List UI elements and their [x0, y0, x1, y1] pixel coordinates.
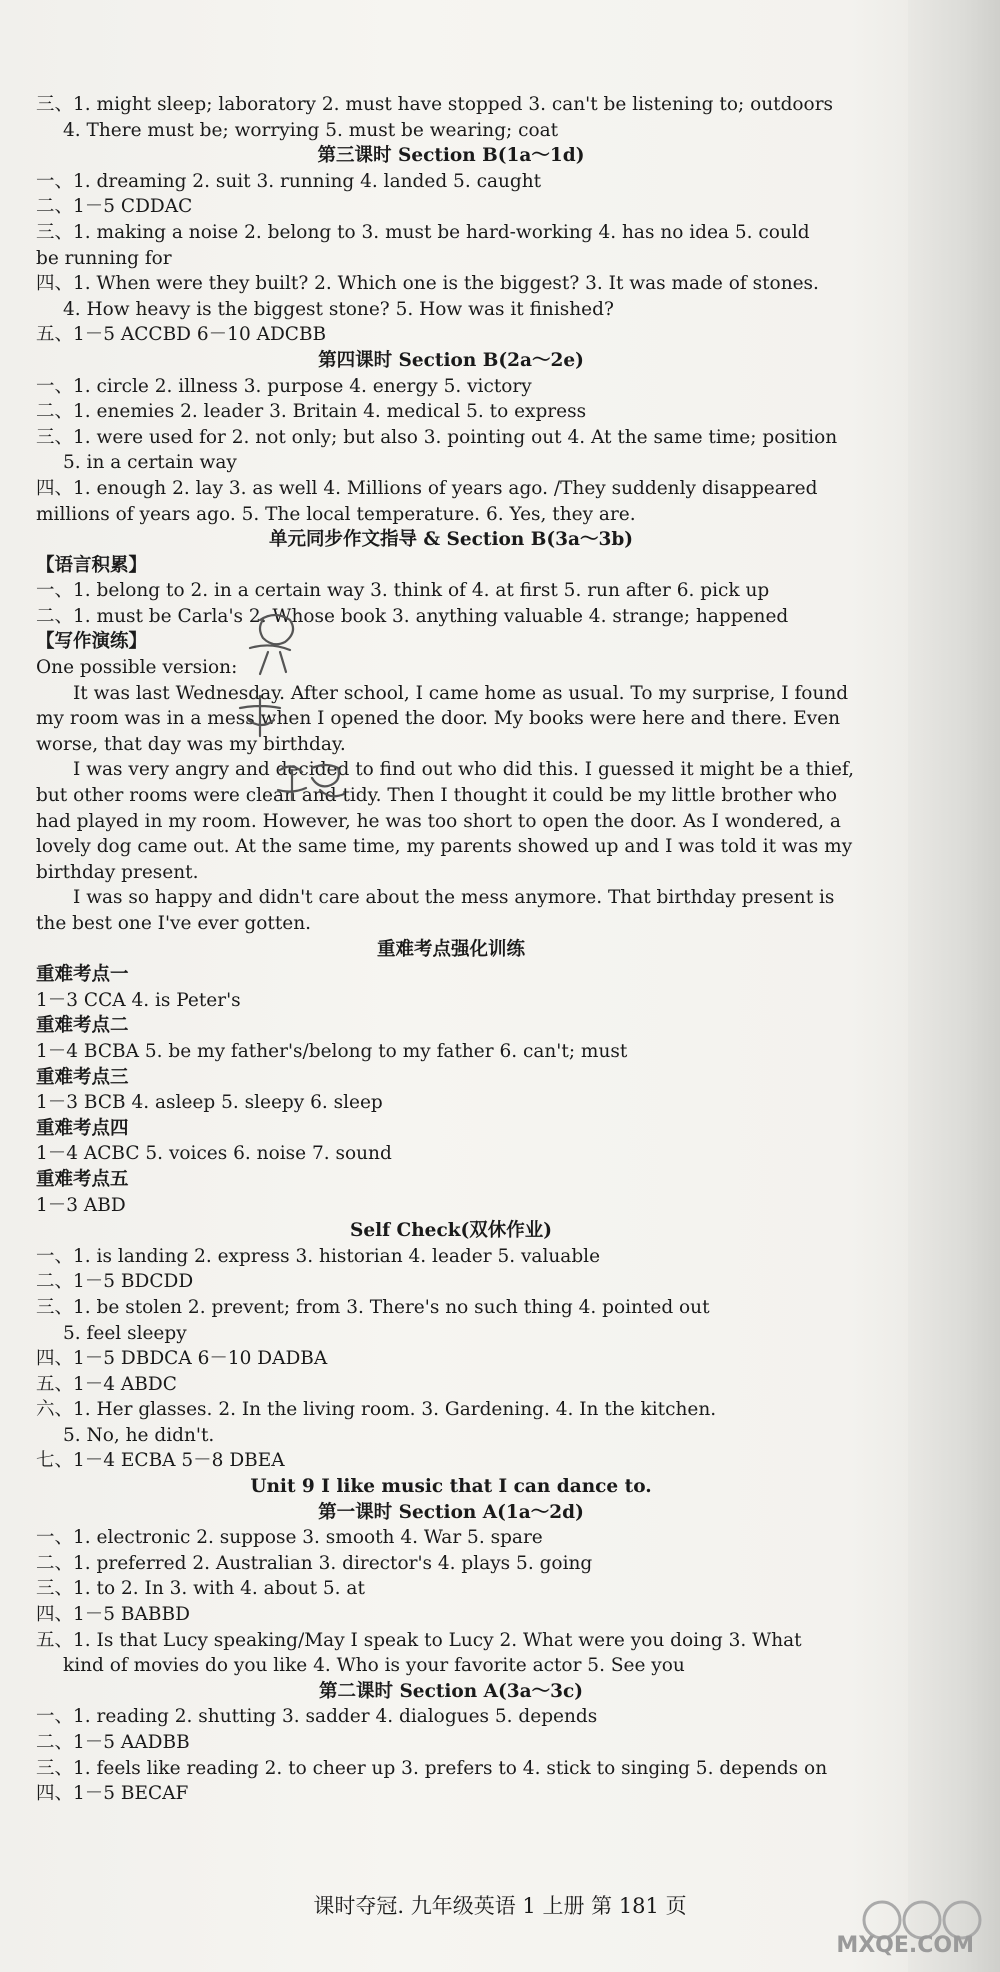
answer-line: 三、1. making a noise 2. belong to 3. must be hard-working 4. has no idea 5. could: [36, 221, 810, 243]
answer-line: 二、1. enemies 2. leader 3. Britain 4. medical 5. to express: [36, 401, 587, 423]
section-heading: 重难考点强化训练: [376, 938, 525, 960]
answer-line: 1－4 ACBC 5. voices 6. noise 7. sound: [36, 1143, 392, 1165]
subsection-label: 重难考点一: [36, 964, 129, 986]
answer-line: be running for: [36, 247, 172, 269]
answer-line: 五、1－4 ABDC: [36, 1373, 177, 1395]
answer-line: 一、1. circle 2. illness 3. purpose 4. energy 5. victory: [36, 375, 532, 397]
essay-paragraph: I was very angry and decided to find out who did this. I guessed it might be a thief, but other rooms were clean and tidy. Then I thought it could be my little brother who had played in my room. However, he was too short to open the door. As I wondered, a lovely dog came out. At the same time, my parents showed up and I was told it was my birthday present.: [36, 759, 854, 883]
section-heading: Self Check(双休作业): [349, 1220, 553, 1242]
answer-line: 二、1－5 BDCDD: [36, 1271, 194, 1293]
answer-line: 1－3 CCA 4. is Peter's: [36, 989, 241, 1011]
answer-line: 5. No, he didn't.: [63, 1424, 215, 1446]
answer-block-continued: [36, 937, 866, 1807]
book-spine-shadow: [908, 0, 1000, 1972]
answer-line: 三、1. to 2. In 3. with 4. about 5. at: [36, 1578, 365, 1600]
answer-line: 一、1. dreaming 2. suit 3. running 4. landed 5. caught: [36, 170, 542, 192]
answer-line: 四、1. When were they built? 2. Which one is the biggest? 3. It was made of stones.: [36, 273, 819, 295]
answer-block-unit8: [36, 92, 866, 681]
answer-line: 四、1－5 BABBD: [36, 1604, 190, 1626]
subsection-label: 重难考点五: [36, 1168, 129, 1190]
answer-line: kind of movies do you like 4. Who is your favorite actor 5. See you: [63, 1655, 685, 1677]
section-heading: 第二课时 Section A(3a～3c): [319, 1680, 583, 1702]
page-footer: 课时夺冠. 九年级英语 1 上册 第 181 页: [313, 1894, 687, 1918]
answer-line: 四、1－5 BECAF: [36, 1783, 189, 1805]
section-heading: 第三课时 Section B(1a～1d): [317, 145, 585, 167]
answer-line: 三、1. be stolen 2. prevent; from 3. There's no such thing 4. pointed out: [36, 1296, 710, 1318]
answer-line: 三、1. might sleep; laboratory 2. must have stopped 3. can't be listening to; outdoors: [36, 94, 834, 115]
answer-line: 5. in a certain way: [63, 452, 237, 474]
answer-line: 4. There must be; worrying 5. must be wearing; coat: [63, 119, 559, 141]
essay-paragraph: It was last Wednesday. After school, I came home as usual. To my surprise, I found my room was in a mess when I opened the door. My books were here and there. Even worse, that day was my birthday.: [36, 682, 849, 755]
essay-paragraph: I was so happy and didn't care about the mess anymore. That birthday present is the best one I've ever gotten.: [36, 887, 835, 934]
subsection-label: 【语言积累】: [36, 554, 148, 576]
answer-line: 二、1－5 CDDAC: [36, 196, 193, 218]
answer-line: 4. How heavy is the biggest stone? 5. How was it finished?: [63, 298, 614, 320]
answer-line: 五、1－5 ACCBD 6－10 ADCBB: [36, 324, 327, 346]
section-heading: Unit 9 I like music that I can dance to.: [250, 1476, 652, 1498]
section-heading: 单元同步作文指导 & Section B(3a～3b): [268, 529, 634, 551]
subsection-label: 重难考点二: [36, 1015, 129, 1037]
answer-line: 1－3 ABD: [36, 1194, 126, 1216]
answer-line: 二、1. preferred 2. Australian 3. director's 4. plays 5. going: [36, 1552, 593, 1574]
answer-line: 四、1. enough 2. lay 3. as well 4. Millions of years ago. /They suddenly disappeared: [36, 477, 818, 499]
answer-key-content: [36, 92, 866, 1807]
answer-line: 一、1. is landing 2. express 3. historian 4. leader 5. valuable: [36, 1245, 601, 1267]
answer-line: 一、1. belong to 2. in a certain way 3. think of 4. at first 5. run after 6. pick up: [36, 580, 770, 602]
model-essay: [36, 681, 866, 937]
answer-line: 五、1. Is that Lucy speaking/May I speak to Lucy 2. What were you doing 3. What: [36, 1629, 802, 1651]
answer-line: 一、1. reading 2. shutting 3. sadder 4. dialogues 5. depends: [36, 1706, 598, 1728]
answer-line: 一、1. electronic 2. suppose 3. smooth 4. War 5. spare: [36, 1527, 543, 1549]
answer-line: millions of years ago. 5. The local temperature. 6. Yes, they are.: [36, 503, 636, 525]
answer-line: 三、1. feels like reading 2. to cheer up 3. prefers to 4. stick to singing 5. depends on: [36, 1757, 828, 1779]
answer-line: 七、1－4 ECBA 5－8 DBEA: [36, 1450, 285, 1472]
watermark-text: MXQE.COM: [836, 1933, 974, 1958]
answer-line: 三、1. were used for 2. not only; but also 3. pointing out 4. At the same time; position: [36, 426, 838, 448]
section-heading: 第四课时 Section B(2a～2e): [318, 349, 584, 371]
answer-line: 1－4 BCBA 5. be my father's/belong to my father 6. can't; must: [36, 1040, 628, 1062]
answer-line: 1－3 BCB 4. asleep 5. sleepy 6. sleep: [36, 1092, 383, 1114]
answer-line: 四、1－5 DBDCA 6－10 DADBA: [36, 1348, 328, 1370]
subsection-label: 重难考点四: [36, 1117, 129, 1139]
answer-line: 二、1－5 AADBB: [36, 1732, 190, 1753]
section-heading: 第一课时 Section A(1a～2d): [318, 1501, 584, 1523]
answer-line: One possible version:: [36, 657, 238, 679]
watermark-logo: [836, 1892, 992, 1964]
subsection-label: 重难考点三: [36, 1066, 129, 1088]
answer-line: 5. feel sleepy: [63, 1322, 187, 1344]
answer-line: 二、1. must be Carla's 2. Whose book 3. anything valuable 4. strange; happened: [36, 605, 789, 627]
subsection-label: 【写作演练】: [36, 631, 148, 653]
answer-line: 六、1. Her glasses. 2. In the living room. 3. Gardening. 4. In the kitchen.: [36, 1399, 717, 1421]
